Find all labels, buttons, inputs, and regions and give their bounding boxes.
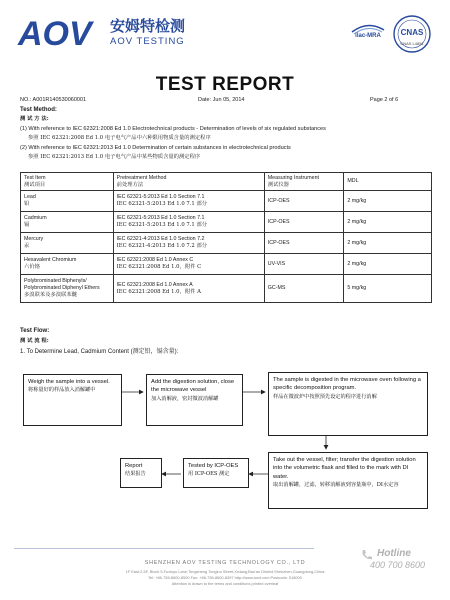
flow-step-microwave: The sample is digested in the microwave oven following a specific decomposition program. 样品在微波炉中按照预先设定的程序进行消解	[268, 372, 428, 436]
method-cell: IEC 62321-4:2013 Ed 1.0 Section 7.2 IEC 62321-4:2013 Ed 1.0 7.2 部分	[113, 233, 264, 254]
table-header-cell: Measuring Instrument 测试仪器	[264, 173, 344, 191]
table-header-cell: Test Item 测试项目	[21, 173, 114, 191]
hotline-number: 400 700 8600	[370, 560, 426, 570]
flow-step-add-digestion: Add the digestion solution, close the microwave vessel 加入消解液，密封微波消解罐	[146, 374, 243, 426]
test-method-item-1-cn: 参照 IEC 62321:2008 Ed 1.0 电子电气产品中六种限用物质含量的测定程序	[28, 135, 211, 141]
method-cell: IEC 62321-5:2013 Ed 1.0 Section 7.1 IEC 62321-5:2013 Ed 1.0 7.1 部分	[113, 191, 264, 212]
flow-step-tested: Tested by ICP-OES 用 ICP-OES 测定	[183, 458, 249, 488]
report-date: Date: Jun 05, 2014	[198, 97, 245, 103]
footer-address: 1F East,2-5F, Block 5,Fuxinyu Lane,Tongsheng Tongluo Street,Xixiang,Bao'an District,Shenzhen,Guangdong,China	[125, 569, 325, 574]
test-item-cell: Hexavalent Chromium 六价铬	[21, 254, 114, 275]
footer-company: SHENZHEN AOV TESTING TECHNOLOGY CO., LTD	[144, 560, 306, 566]
mdl-cell: 2 mg/kg	[344, 212, 432, 233]
instrument-cell: GC-MS	[264, 275, 344, 303]
logo-english-name: AOV TESTING	[110, 36, 185, 47]
page-number: Page 2 of 6	[370, 97, 399, 103]
mdl-cell: 5 mg/kg	[344, 275, 432, 303]
table-header-cell: MDL	[344, 173, 432, 191]
ilac-label: ilac-MRA	[355, 33, 381, 39]
instrument-cell: ICP-OES	[264, 191, 344, 212]
hotline-label: Hotline	[377, 548, 411, 559]
instrument-cell: ICP-OES	[264, 212, 344, 233]
test-item-cell: Mercury 汞	[21, 233, 114, 254]
test-method-item-2: (2) With reference to IEC 62321:2013 Ed 1.0 Determination of certain substances in electrotechnical products	[20, 145, 291, 151]
mdl-cell: 2 mg/kg	[344, 254, 432, 275]
flow-step-take-out: Take out the vessel, filter; transfer the digestion solution into the volumetric flask and filled to the mark with DI water. 取出消解罐，过滤，转移消解液到容量瓶中，DI水定容	[268, 452, 428, 509]
instrument-cell: ICP-OES	[264, 233, 344, 254]
mdl-cell: 2 mg/kg	[344, 233, 432, 254]
cnas-label: CNAS	[400, 28, 424, 37]
logo-chinese-name: 安姆特检测	[110, 18, 186, 35]
mdl-cell: 2 mg/kg	[344, 191, 432, 212]
test-method-item-1: (1) With reference to IEC 62321:2008 Ed 1.0 Electrotechnical products - Determination of levels of six regulated substances	[20, 126, 326, 132]
test-method-heading-cn: 测 试 方 法:	[20, 116, 49, 122]
test-flow-heading-cn: 测 试 流 程:	[20, 338, 49, 344]
instrument-cell: UV-VIS	[264, 254, 344, 275]
method-cell: IEC 62321-5:2013 Ed 1.0 Section 7.1 IEC 62321-5:2013 Ed 1.0 7.1 部分	[113, 212, 264, 233]
footer-contacts: Tel: +86-755-8600-8500 Fax: +86-755-8600-8397 http://www.aovt.com Postcode: 518000	[148, 575, 302, 580]
logo-mark: AOV	[18, 15, 92, 53]
test-flow-subtitle: 1. To Determine Lead, Cadmium Content (测定铅，镉含量):	[20, 349, 179, 355]
cnas-number: CNAS L4851	[400, 41, 424, 46]
test-method-item-2-cn: 参照 IEC 62321:2013 Ed 1.0 电子电气产品中某些物质含量的测定程序	[28, 154, 201, 160]
test-item-cell: Lead 铅	[21, 191, 114, 212]
test-method-heading: Test Method:	[20, 107, 57, 113]
flow-step-report: Report 结果报告	[120, 458, 162, 488]
test-item-cell: Polybrominated Biphenyls/ Polybrominated Diphenyl Ethers 多溴联苯及多溴联苯醚	[21, 275, 114, 303]
report-number: NO.: A001R140530060001	[20, 97, 87, 103]
test-flow-heading: Test Flow:	[20, 328, 50, 334]
flow-step-weigh: Weigh the sample into a vessel. 将称量好的样品放入消解罐中	[23, 374, 122, 426]
test-item-cell: Cadmium 镉	[21, 212, 114, 233]
table-header-cell: Pretreatment Method 前处理方法	[113, 173, 264, 191]
method-cell: IEC 62321:2008 Ed 1.0 Annex C IEC 62321:2008 Ed 1.0，附件 C	[113, 254, 264, 275]
method-cell: IEC 62321:2008 Ed 1.0 Annex A IEC 62321:2008 Ed 1.0，附件 A	[113, 275, 264, 303]
footer-divider	[14, 548, 314, 549]
footer-attention: Attention is drawn to the terms and conditions printed overleaf	[171, 581, 279, 586]
page-title: TEST REPORT	[155, 74, 295, 95]
